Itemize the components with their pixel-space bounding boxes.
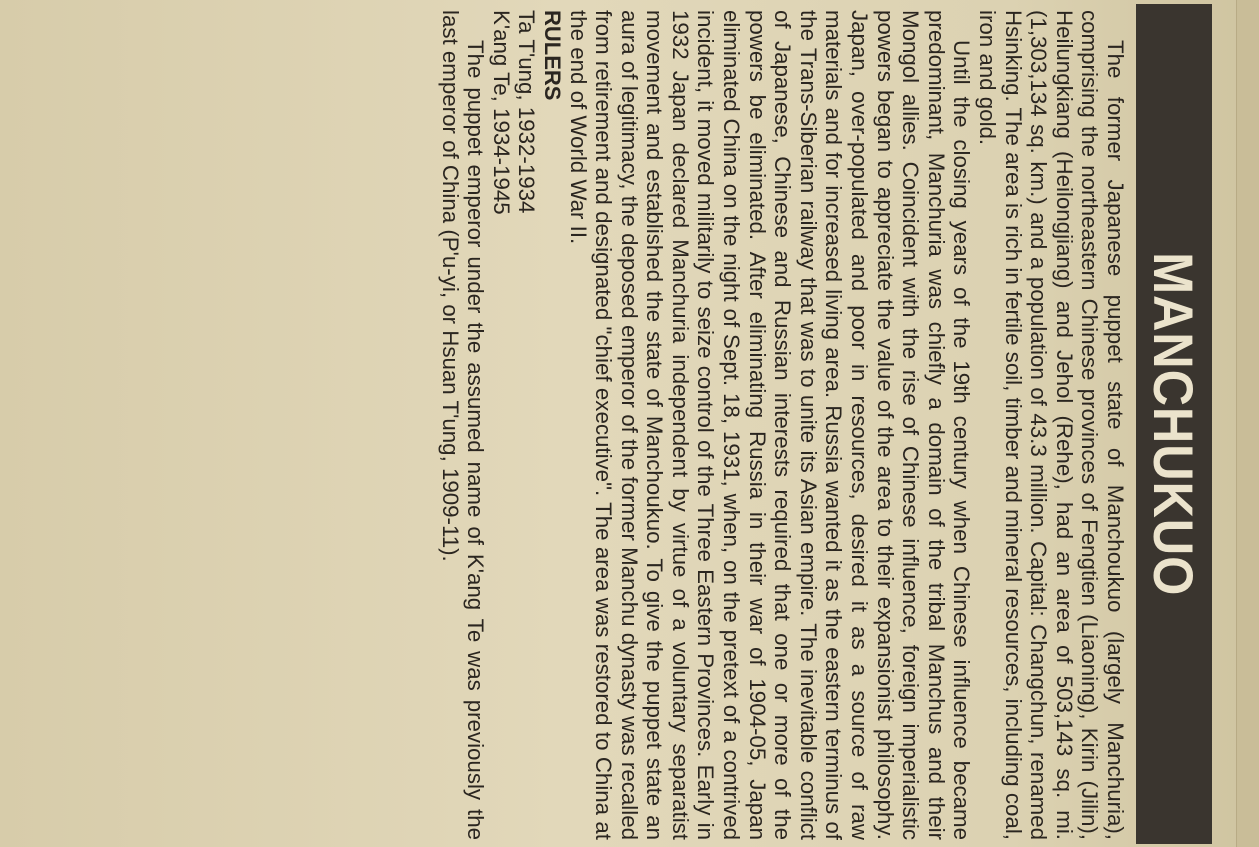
article-title: MANCHUKUO <box>1142 251 1206 597</box>
paragraph-closing: The puppet emperor under the assumed name of K'ang Te was previously the last emperor of China (P'u-yi, or Hsuan T'ung, 1909-11). <box>437 10 489 840</box>
ruler-entry: Ta T'ung, 1932-1934 <box>514 10 540 214</box>
article-body <box>437 10 1128 840</box>
page-edge <box>1236 0 1259 847</box>
paragraph-intro: The former Japanese puppet state of Manchoukuo (largely Manchuria), comprising the northeastern Chinese provinces of Fengtien (Liaoning), Kirin (Jilin), Heilungkiang (Heilongjiang) and Jehol (Rehe), had an area of 503,143 sq. mi. (1,303,134 sq. km.) and a population of 43.3 million. Capital: Changchun, renamed Hsinking. The area is rich in fertile soil, timber and mineral resources, including coal, iron and gold. <box>975 10 1128 840</box>
paragraph-history: Until the closing years of the 19th century when Chinese influence became predominant, Manchuria was chiefly a domain of the tribal Manchus and their Mongol allies. Coincident with the rise of Chinese influence, foreign imperialistic powers began to appreciate the value of the area to their expansionist philosophy. Japan, over-populated and poor in resources, desired it as a source of raw materials and for increased living area. Russia wanted it as the eastern terminus of the Trans-Siberian railway that was to unite its Asian empire. The inevitable conflict of Japanese, Chinese and Russian interests required that one or more of the powers be eliminated. After eliminating Russia in their war of 1904-05, Japan eliminated China on the night of Sept. 18, 1931, when, on the pretext of a contrived incident, it moved militarily to seize control of the Three Eastern Provinces. Early in 1932 Japan declared Manchuria independent by virtue of a voluntary separatist movement and established the state of Manchoukuo. To give the puppet state an aura of legitimacy, the deposed emperor of the former Manchu dynasty was recalled from retirement and designated "chief executive". The area was restored to China at the end of World War II. <box>565 10 975 840</box>
rulers-heading: RULERS <box>539 10 565 101</box>
article <box>22 4 1212 844</box>
title-bar <box>1136 4 1212 844</box>
ruler-entry: K'ang Te, 1934-1945 <box>488 10 514 215</box>
